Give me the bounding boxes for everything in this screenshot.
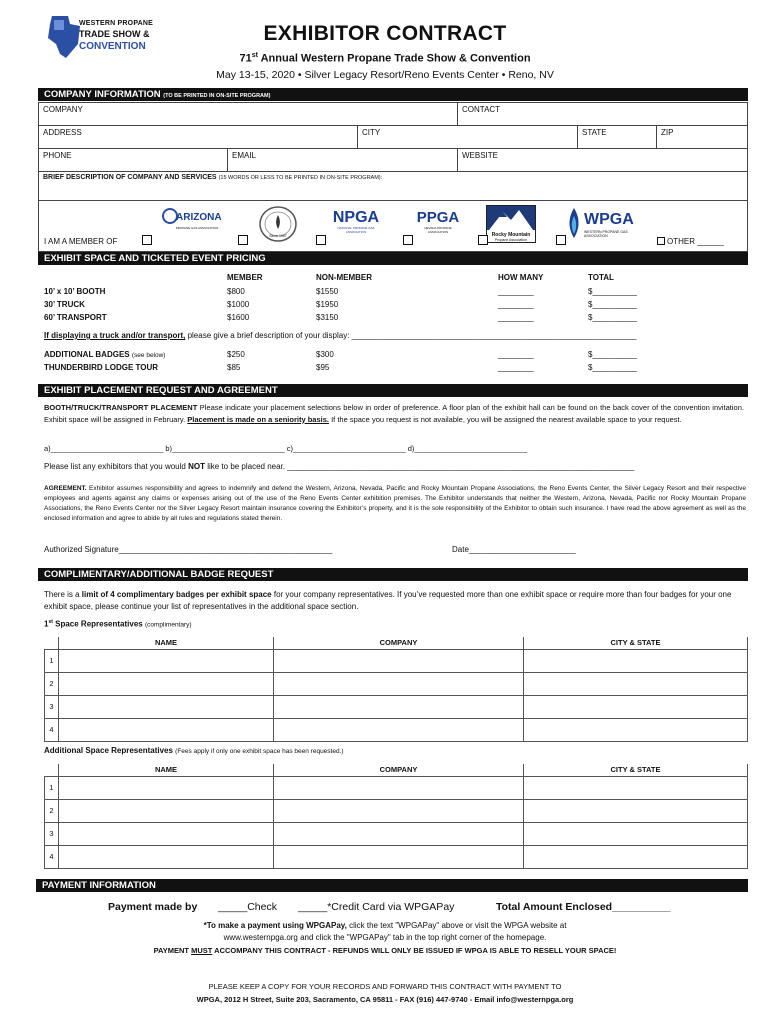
mountain-icon — [487, 206, 535, 230]
total-amount-enclosed[interactable]: Total Amount Enclosed__________ — [496, 901, 671, 913]
col-member: MEMBER — [227, 273, 263, 282]
badge-text-post: for your company representatives. If you’ve requested more than one exhibit space or require more than four badges for your one exhibit space, please continue your list of representatives in the additional space section. — [44, 590, 732, 611]
booth-item: 10’ x 10’ BOOTH — [44, 287, 106, 296]
first-space-note: (complimentary) — [144, 621, 192, 629]
company-label: COMPANY — [43, 105, 83, 114]
event-dates: May 13-15, 2020 • Silver Legacy Resort/Reno Events Center • Reno, NV — [216, 69, 554, 81]
row-number: 1 — [45, 776, 59, 799]
city-cell[interactable] — [524, 672, 748, 695]
email-label: EMAIL — [232, 151, 257, 160]
wpgapay-note-bold: *To make a payment using WPGAPay, — [203, 921, 347, 930]
company-cell[interactable] — [274, 649, 524, 672]
flame-icon — [566, 208, 582, 238]
booth-total[interactable]: $__________ — [588, 287, 637, 296]
page-title: EXHIBITOR CONTRACT — [263, 22, 507, 45]
contact-field[interactable] — [457, 102, 748, 126]
phone-label: PHONE — [43, 151, 72, 160]
not-placed-pre: Please list any exhibitors that you would — [44, 462, 189, 471]
badges-howmany[interactable]: ________ — [498, 350, 534, 359]
badges-nonmember: $300 — [316, 350, 334, 359]
arizona-logo-name: ARIZONA — [176, 212, 222, 223]
city-cell[interactable] — [524, 649, 748, 672]
edition-suffix: st — [251, 52, 258, 59]
booth-nonmember: $1550 — [316, 287, 339, 296]
city-cell[interactable] — [524, 718, 748, 741]
transport-member: $1600 — [227, 313, 250, 322]
website-field[interactable] — [457, 148, 748, 172]
logo-line3: CONVENTION — [79, 41, 146, 52]
transport-howmany[interactable]: ________ — [498, 313, 534, 322]
truck-nonmember: $1950 — [316, 300, 339, 309]
row-number: 2 — [45, 799, 59, 822]
pacific-propane-logo — [258, 205, 298, 243]
badges-note: (see below) — [131, 352, 166, 359]
email-field[interactable] — [227, 148, 458, 172]
col-nonmember: NON-MEMBER — [316, 273, 372, 282]
placement-text1: Please indicate your placement selections below in order of preference. A floor plan of the exhibit hall can be found on the back cover of the convention invitation. Exhibit space will be assigned in February. — [44, 403, 744, 424]
member-of-label: I AM A MEMBER OF — [44, 237, 118, 246]
npga-logo — [330, 210, 382, 236]
city-field[interactable] — [357, 125, 578, 149]
truck-member: $1000 — [227, 300, 250, 309]
tour-nonmember: $95 — [316, 363, 330, 372]
placement-seniority: Placement is made on a seniority basis. — [187, 414, 329, 424]
ppga-checkbox[interactable] — [403, 235, 413, 245]
exhibit-pricing-heading: EXHIBIT SPACE AND TICKETED EVENT PRICING — [38, 252, 748, 265]
booth-howmany[interactable]: ________ — [498, 287, 534, 296]
truck-howmany[interactable]: ________ — [498, 300, 534, 309]
agreement-body: Exhibitor assumes responsibility and agrees to indemnify and defend the Western, Arizona, Nevada, Pacific and Rocky Mountain Propane Associations, the Reno Events Center, the Silver Legacy Resort and their respective employees and agents against any claims or expenses arising out of the use of the Reno Events Center exhibition premises. The Exhibitor understands that neither the Western, Arizona, Nevada, Pacific nor Rocky Mountain Propane Associations, the Reno Events Center nor the Silver Legacy Resort maintain insurance covering the Exhibitor’s property, and it is the sole responsibility of the Exhibitor to obtain such insurance. I have read the above agreement as well as the enclosed information and agree to abide by all rules and regulations stated therein. — [44, 485, 746, 522]
agreement-lead: AGREEMENT. — [44, 485, 87, 492]
warning-must: MUST — [191, 946, 213, 955]
col-city-state: CITY & STATE — [524, 764, 748, 776]
zip-field[interactable] — [656, 125, 748, 149]
warning-post: ACCOMPANY THIS CONTRACT - REFUNDS WILL ONLY BE ISSUED IF WPGA IS ABLE TO RESELL YOUR SPACE! — [212, 946, 617, 955]
company-cell[interactable] — [274, 718, 524, 741]
row-number: 2 — [45, 672, 59, 695]
booth-member: $800 — [227, 287, 245, 296]
company-field[interactable] — [38, 102, 458, 126]
address-label: ADDRESS — [43, 128, 82, 137]
rocky-logo-name: Rocky Mountain — [491, 232, 531, 238]
edition-number: 71 — [239, 52, 252, 65]
logo-line2: TRADE SHOW & — [79, 29, 150, 39]
company-cell[interactable] — [274, 845, 524, 868]
footer-line2: WPGA, 2012 H Street, Suite 203, Sacramento, CA 95811 - FAX (916) 447-9740 - Email info@westernpga.org — [196, 995, 574, 1004]
arizona-logo-sub: PROPANE GAS ASSOCIATION — [175, 226, 219, 230]
badges-member: $250 — [227, 350, 245, 359]
not-placed-bold: NOT — [188, 462, 205, 471]
placement-heading: EXHIBIT PLACEMENT REQUEST AND AGREEMENT — [38, 384, 748, 397]
city-cell[interactable] — [524, 822, 748, 845]
name-cell[interactable] — [59, 649, 274, 672]
not-placed-near-line[interactable] — [44, 462, 744, 471]
additional-space-table — [44, 764, 748, 869]
wpga-checkbox[interactable] — [556, 235, 566, 245]
table-row — [45, 799, 748, 822]
col-name: NAME — [59, 764, 274, 776]
company-cell[interactable] — [274, 822, 524, 845]
badges-total[interactable]: $__________ — [588, 350, 637, 359]
company-info-title: COMPANY INFORMATION — [44, 89, 161, 100]
table-row — [45, 695, 748, 718]
wpgapay-note — [0, 921, 770, 930]
wpga-logo-name: WPGA — [584, 211, 634, 228]
col-city-state: CITY & STATE — [524, 637, 748, 649]
rocky-logo-sub: Propane Association — [495, 238, 527, 242]
address-field[interactable] — [38, 125, 358, 149]
footer-line1: PLEASE KEEP A COPY FOR YOUR RECORDS AND FORWARD THIS CONTRACT WITH PAYMENT TO — [208, 982, 562, 991]
badges-label: ADDITIONAL BADGES — [44, 350, 130, 359]
date-line[interactable]: Date________________________ — [452, 545, 576, 554]
wpga-logo — [566, 208, 646, 240]
seal-logo-since: Since 1967 — [269, 234, 287, 238]
logo-line1: WESTERN PROPANE — [79, 20, 154, 27]
payment-check-option[interactable]: _____Check — [218, 901, 277, 913]
placement-lead: BOOTH/TRUCK/TRANSPORT PLACEMENT — [44, 403, 198, 412]
npga-logo-name: NPGA — [332, 209, 380, 226]
company-cell[interactable] — [274, 776, 524, 799]
payment-heading: PAYMENT INFORMATION — [36, 879, 748, 892]
truck-item: 30’ TRUCK — [44, 300, 85, 309]
company-cell[interactable] — [274, 672, 524, 695]
first-space-num: 1 — [44, 619, 49, 629]
ppga-logo — [414, 210, 462, 236]
contact-label: CONTACT — [462, 105, 501, 114]
row-number: 3 — [45, 695, 59, 718]
company-cell[interactable] — [274, 799, 524, 822]
other-checkbox[interactable] — [657, 237, 665, 245]
badge-request-text — [44, 589, 744, 613]
badges-item — [44, 350, 165, 359]
city-cell[interactable] — [524, 695, 748, 718]
col-company: COMPANY — [274, 764, 524, 776]
name-cell[interactable] — [59, 672, 274, 695]
arizona-logo — [162, 208, 220, 236]
transport-total[interactable]: $__________ — [588, 313, 637, 322]
row-number: 3 — [45, 822, 59, 845]
name-cell[interactable] — [59, 776, 274, 799]
payment-card-option[interactable]: _____*Credit Card via WPGAPay — [298, 901, 455, 913]
description-note: (15 WORDS OR LESS TO BE PRINTED IN ON-SITE PROGRAM): — [218, 175, 383, 181]
state-label: STATE — [582, 128, 607, 137]
city-label: CITY — [362, 128, 381, 137]
badge-text-pre: There is a — [44, 590, 82, 599]
arizona-checkbox[interactable] — [142, 235, 152, 245]
zip-label: ZIP — [661, 128, 674, 137]
name-cell[interactable] — [59, 845, 274, 868]
first-space-sup: st — [48, 619, 53, 625]
name-cell[interactable] — [59, 822, 274, 845]
table-row — [45, 672, 748, 695]
npga-checkbox[interactable] — [316, 235, 326, 245]
state-field[interactable] — [577, 125, 657, 149]
description-field[interactable] — [38, 171, 748, 201]
company-info-note: (TO BE PRINTED IN ON-SITE PROGRAM) — [163, 93, 271, 99]
tour-member: $85 — [227, 363, 241, 372]
city-cell[interactable] — [524, 776, 748, 799]
truck-total[interactable]: $__________ — [588, 300, 637, 309]
col-company: COMPANY — [274, 637, 524, 649]
truck-description-line[interactable] — [44, 331, 748, 340]
name-cell[interactable] — [59, 718, 274, 741]
table-row — [45, 822, 748, 845]
name-cell[interactable] — [59, 695, 274, 718]
row-number: 1 — [45, 649, 59, 672]
wpga-logo-sub: WESTERN PROPANE GAS ASSOCIATION — [584, 230, 628, 238]
row-number: 4 — [45, 718, 59, 741]
event-subtitle — [0, 52, 770, 65]
city-cell[interactable] — [524, 799, 748, 822]
table-row — [45, 776, 748, 799]
col-name: NAME — [59, 637, 274, 649]
placement-choices[interactable]: a)___________________________ b)___________________________ c)___________________________ d)___________________________ — [44, 444, 527, 453]
badge-request-heading: COMPLIMENTARY/ADDITIONAL BADGE REQUEST — [38, 568, 748, 581]
col-total: TOTAL — [588, 273, 614, 282]
truck-note-bold: If displaying a truck and/or transport, — [44, 331, 186, 340]
transport-item: 60’ TRANSPORT — [44, 313, 107, 322]
authorized-signature-line[interactable]: Authorized Signature________________________________________________ — [44, 545, 333, 554]
name-cell[interactable] — [59, 799, 274, 822]
tour-howmany[interactable]: ________ — [498, 363, 534, 372]
first-space-text: Space Representatives — [52, 619, 143, 629]
agreement-text — [44, 484, 746, 524]
npga-logo-sub: NATIONAL PROPANE GAS ASSOCIATION — [337, 226, 375, 234]
rocky-mountain-logo — [486, 205, 536, 243]
table-row — [45, 718, 748, 741]
transport-nonmember: $3150 — [316, 313, 339, 322]
first-space-table — [44, 637, 748, 742]
tour-total[interactable]: $__________ — [588, 363, 637, 372]
table-row — [45, 845, 748, 868]
additional-space-text: Additional Space Representatives — [44, 746, 173, 755]
badge-text-limit: limit of 4 complimentary badges per exhibit space — [81, 590, 272, 599]
website-label: WEBSITE — [462, 151, 499, 160]
seal-assoc-checkbox[interactable] — [238, 235, 248, 245]
not-placed-post: like to be placed near. ______________________________________________________________________________ — [204, 462, 635, 471]
ppga-logo-name: PPGA — [416, 209, 460, 226]
placement-text — [44, 402, 744, 425]
payment-made-by: Payment made by — [108, 901, 198, 913]
first-space-label — [44, 619, 192, 629]
company-cell[interactable] — [274, 695, 524, 718]
wpgapay-note2: www.westernpga.org and click the "WPGAPay" tab in the top right corner of the homepage. — [223, 933, 547, 942]
tour-item: THUNDERBIRD LODGE TOUR — [44, 363, 159, 372]
phone-field[interactable] — [38, 148, 228, 172]
company-info-heading — [38, 88, 748, 101]
subtitle-text: Annual Western Propane Trade Show & Convention — [260, 52, 531, 65]
warning-pre: PAYMENT — [153, 946, 192, 955]
additional-space-label — [44, 746, 344, 755]
table-row — [45, 649, 748, 672]
payment-warning — [0, 946, 770, 955]
additional-space-note: (Fees apply if only one exhibit space has been requested.) — [175, 748, 344, 755]
ppga-logo-sub: NEVADA PROPANE ASSOCIATION — [424, 226, 452, 234]
placement-text2: If the space you request is not available, you will be assigned the nearest available space to your request. — [329, 414, 682, 424]
city-cell[interactable] — [524, 845, 748, 868]
description-label: BRIEF DESCRIPTION OF COMPANY AND SERVICES — [43, 174, 217, 181]
wpgapay-note-rest: click the text "WPGAPay" above or visit the WPGA website at — [346, 921, 567, 930]
other-label: OTHER ______ — [667, 237, 724, 246]
truck-note-rest: please give a brief description of your display: ________________________________________________________________ — [185, 331, 637, 340]
row-number: 4 — [45, 845, 59, 868]
rocky-checkbox[interactable] — [478, 235, 488, 245]
col-howmany: HOW MANY — [498, 273, 544, 282]
